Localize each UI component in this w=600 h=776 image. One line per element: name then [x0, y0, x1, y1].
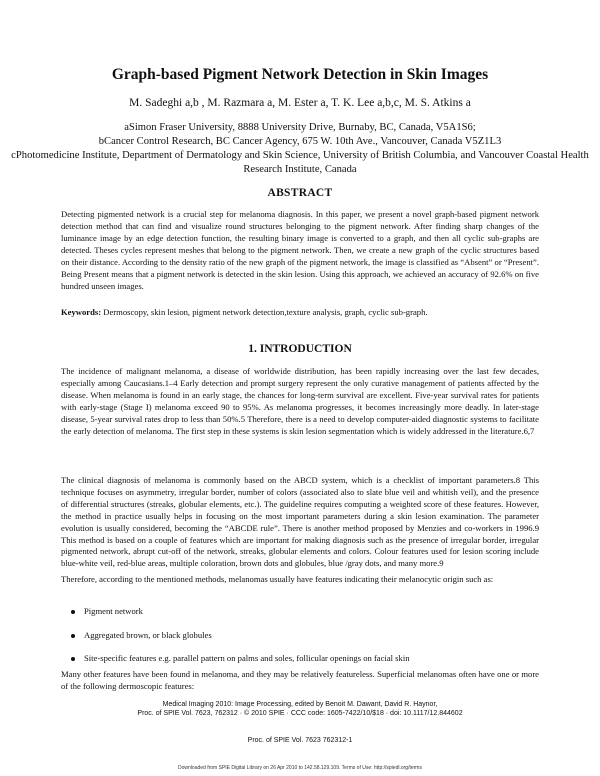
affiliation-a: aSimon Fraser University, 8888 University Drive, Burnaby, BC, Canada, V5A1S6;: [124, 122, 476, 133]
footer-line-1: Medical Imaging 2010: Image Processing, edited by Benoit M. Dawant, David R. Haynor,: [162, 701, 438, 708]
bullet-icon: [71, 657, 75, 661]
affiliation-c: cPhotomedicine Institute, Department of Dermatology and Skin Science, University of British Columbia, and Vancouver Coastal Health Research Institute, Canada: [11, 150, 589, 175]
paragraph-2: The clinical diagnosis of melanoma is commonly based on the ABCD system, which is a checklist of important parameters.8 This technique focuses on asymmetry, irregular border, number of colors (associated also to slate blue veil and whitish veil), and the presence of differential structures (streaks, globular elements, etc.). The guideline requires computing a weighted score of these features. However, the method in practice usually helps in focusing on the most important parameters during a skin lesion examination. The parameter evolution is usually considered, becoming the “ABCDE rule”. There is another method proposed by Menzies and co-workers in 1996.9 This method is based on a couple of features which are important for making diagnosis such as the presence of irregular border, irregular pigmented network, abrupt cut-off of the network, streaks, globular elements and colors. Colour features used for lesion scoring include blue-white veil, red-blue areas, multiple coloration, brown dots and globules, blue /gray dots, and many more.9: [61, 475, 539, 569]
author-list: M. Sadeghi a,b , M. Razmara a, M. Ester a, T. K. Lee a,b,c, M. S. Atkins a: [129, 97, 471, 109]
publication-footer: [0, 700, 600, 718]
bullet-icon: [71, 610, 75, 614]
paragraph-3: Therefore, according to the mentioned methods, melanomas usually have features indicating their melanocytic origin such as:: [61, 574, 494, 584]
abstract-heading: ABSTRACT: [267, 187, 333, 199]
bullet-icon: [71, 634, 75, 638]
footer-line-2: Proc. of SPIE Vol. 7623, 762312 · © 2010 SPIE · CCC code: 1605-7422/10/$18 · doi: 10.1117/12.844602: [137, 710, 463, 717]
list-item-text: Aggregated brown, or black globules: [84, 630, 212, 640]
section-heading-introduction: 1. INTRODUCTION: [248, 343, 352, 355]
paragraph-1: The incidence of malignant melanoma, a disease of worldwide distribution, has been rapidly increasing over the last few decades, especially among Caucasians.1–4 Early detection and prompt surgery represent the only curative management of patients affected by the disease. When melanoma is found in an early stage, the chances for long-term survival are excellent. Five-year survival rates for patients with early-stage (Stage I) melanoma exceed 90 to 95%. As melanoma progresses, it becomes increasingly more deadly. In later-stage disease, 5-year survival rates drop to less than 50%.5 Therefore, there is a need to develop computer-aided diagnostic systems to facilitate the early detection of melanoma. The first step in these systems is skin lesion segmentation which is widely addressed in the literature.6,7: [61, 366, 539, 436]
download-note: Downloaded from SPIE Digital Library on 26 Apr 2010 to 142.58.129.109. Terms of Use: http://spiedl.org/terms: [178, 765, 422, 771]
list-item: [71, 606, 143, 616]
keywords-list: Dermoscopy, skin lesion, pigment network detection,texture analysis, graph, cyclic sub-graph.: [103, 307, 428, 317]
abstract-text: Detecting pigmented network is a crucial step for melanoma diagnosis. In this paper, we present a novel graph-based pigment network detection method that can find and visualize round structures belonging to the pigment network. After finding sharp changes of the luminance image by an edge detection function, the resulting binary image is converted to a graph, and then all cyclic sub-graphs are detected. Theses cycles represent meshes that belong to the pigment network. Then, we create a new graph of the cyclic structures based on their distance. According to the density ratio of the new graph of the pigment network, the image is classified as “Absent” or “Present”. Being Present means that a pigment network is detected in the skin lesion. Using this approach, we achieved an accuracy of 92.6% on five hundred unseen images.: [61, 209, 539, 291]
paper-title: Graph-based Pigment Network Detection in Skin Images: [111, 66, 489, 83]
list-item: [71, 653, 410, 663]
list-item-text: Pigment network: [84, 606, 143, 616]
affiliation-b: bCancer Control Research, BC Cancer Agency, 675 W. 10th Ave., Vancouver, Canada V5Z1L3: [98, 136, 502, 147]
list-item-text: Site-specific features e.g. parallel pattern on palms and soles, follicular openings on facial skin: [84, 653, 410, 663]
list-item: [71, 630, 212, 640]
keywords: [61, 306, 539, 318]
page-label: Proc. of SPIE Vol. 7623 762312-1: [247, 737, 353, 744]
keywords-label: Keywords:: [61, 307, 102, 317]
paragraph-4: Many other features have been found in melanoma, and they may be relatively featureless. Superficial melanomas often have one or more of the following dermoscopic features:: [61, 669, 539, 691]
